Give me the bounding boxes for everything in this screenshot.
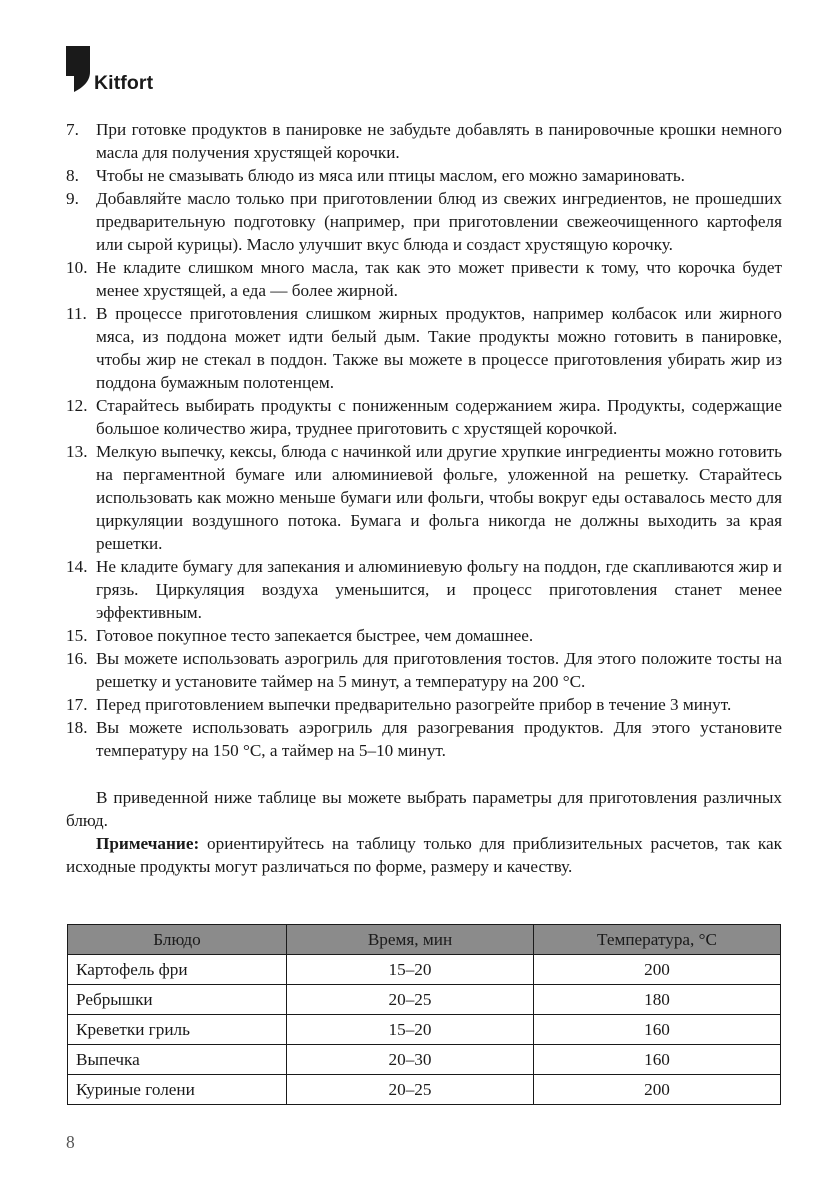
table-intro: В приведенной ниже таблице вы можете выбрать параметры для приготовления различных блюд. — [66, 788, 782, 830]
temperature-cell: 200 — [534, 955, 781, 985]
temperature-cell: 180 — [534, 985, 781, 1015]
tip-item — [66, 302, 782, 394]
tip-number: 17. — [66, 695, 88, 714]
tip-item — [66, 118, 782, 164]
tip-item — [66, 256, 782, 302]
tip-item — [66, 187, 782, 256]
dish-cell: Выпечка — [68, 1045, 287, 1075]
time-cell: 20–30 — [287, 1045, 534, 1075]
table-row — [68, 985, 781, 1015]
tip-text: Перед приготовлением выпечки предварительно разогрейте прибор в течение 3 минут. — [96, 695, 732, 714]
tip-number: 18. — [66, 718, 88, 737]
dish-cell: Ребрышки — [68, 985, 287, 1015]
temperature-cell: 160 — [534, 1045, 781, 1075]
note-label: Примечание: — [96, 834, 200, 853]
time-cell: 20–25 — [287, 985, 534, 1015]
time-cell: 20–25 — [287, 1075, 534, 1105]
tip-text: Не кладите слишком много масла, так как это может привести к тому, что корочка будет менее хрустящей, а еда — более жирной. — [96, 258, 782, 300]
table-header-row — [68, 925, 781, 955]
tip-number: 7. — [66, 120, 79, 139]
column-header-time: Время, мин — [287, 925, 534, 955]
tip-item — [66, 440, 782, 555]
tip-item — [66, 716, 782, 762]
tip-text: Готовое покупное тесто запекается быстрее, чем домашнее. — [96, 626, 534, 645]
tip-text: Вы можете использовать аэрогриль для приготовления тостов. Для этого положите тосты на решетку и установите таймер на 5 минут, а температуру на 200 °C. — [96, 649, 782, 691]
tip-text: Мелкую выпечку, кексы, блюда с начинкой или другие хрупкие ингредиенты можно готовить на пергаментной бумаге или алюминиевой фольге, уложенной на решетку. Старайтесь использовать как можно меньше бумаги или фольги, чтобы вокруг еды оставалось место для циркуляции воздушного потока. Бумага и фольга никогда не должны выходить за края решетки. — [96, 442, 782, 553]
tip-item — [66, 624, 782, 647]
table-row — [68, 1015, 781, 1045]
tip-text: Чтобы не смазывать блюдо из мяса или птицы маслом, его можно замариновать. — [96, 166, 685, 185]
tip-text: Не кладите бумагу для запекания и алюминиевую фольгу на поддон, где скапливаются жир и грязь. Циркуляция воздуха уменьшится, и процесс приготовления станет менее эффективным. — [96, 557, 782, 622]
column-header-temperature: Температура, °C — [534, 925, 781, 955]
note-paragraph — [66, 832, 782, 878]
column-header-dish: Блюдо — [68, 925, 287, 955]
tip-number: 16. — [66, 649, 88, 668]
tip-item — [66, 693, 782, 716]
tip-text: При готовке продуктов в панировке не забудьте добавлять в панировочные крошки немного масла для получения хрустящей корочки. — [96, 120, 782, 162]
note-text: ориентируйтесь на таблицу только для приблизительных расчетов, так как исходные продукты могут различаться по форме, размеру и качеству. — [66, 834, 782, 876]
table-row — [68, 955, 781, 985]
tips-list — [66, 118, 782, 762]
tip-number: 10. — [66, 258, 88, 277]
cooking-parameters-table — [67, 924, 781, 1105]
temperature-cell: 200 — [534, 1075, 781, 1105]
table-row — [68, 1045, 781, 1075]
tip-number: 9. — [66, 189, 79, 208]
tip-item — [66, 555, 782, 624]
tip-text: В процессе приготовления слишком жирных продуктов, например колбасок или жирного мяса, из поддона может идти белый дым. Такие продукты можно готовить в панировке, чтобы жир не стекал в поддон. Также вы можете в процессе приготовления убирать жир из поддона бумажным полотенцем. — [96, 304, 782, 392]
tip-item — [66, 647, 782, 693]
kitfort-logo-icon — [64, 46, 92, 94]
tip-number: 15. — [66, 626, 88, 645]
tip-number: 8. — [66, 166, 79, 185]
tip-text: Старайтесь выбирать продукты с пониженным содержанием жира. Продукты, содержащие большое количество жира, труднее приготовить с хрустящей корочкой. — [96, 396, 782, 438]
dish-cell: Куриные голени — [68, 1075, 287, 1105]
temperature-cell: 160 — [534, 1015, 781, 1045]
dish-cell: Креветки гриль — [68, 1015, 287, 1045]
page-number: 8 — [66, 1132, 75, 1152]
tip-number: 12. — [66, 396, 88, 415]
tip-item — [66, 164, 782, 187]
page-content — [66, 118, 782, 878]
tip-text: Вы можете использовать аэрогриль для разогревания продуктов. Для этого установите температуру на 150 °C, а таймер на 5–10 минут. — [96, 718, 782, 760]
time-cell: 15–20 — [287, 955, 534, 985]
tip-number: 13. — [66, 442, 88, 461]
table-row — [68, 1075, 781, 1105]
dish-cell: Картофель фри — [68, 955, 287, 985]
tip-number: 11. — [66, 304, 87, 323]
time-cell: 15–20 — [287, 1015, 534, 1045]
tip-text: Добавляйте масло только при приготовлении блюд из свежих ингредиентов, не прошедших предварительную подготовку (например, при приготовлении свежеочищенного картофеля или сырой курицы). Масло улучшит вкус блюда и создаст хрустящую корочку. — [96, 189, 782, 254]
brand-name: Kitfort — [94, 72, 154, 94]
tip-number: 14. — [66, 557, 88, 576]
tip-item — [66, 394, 782, 440]
